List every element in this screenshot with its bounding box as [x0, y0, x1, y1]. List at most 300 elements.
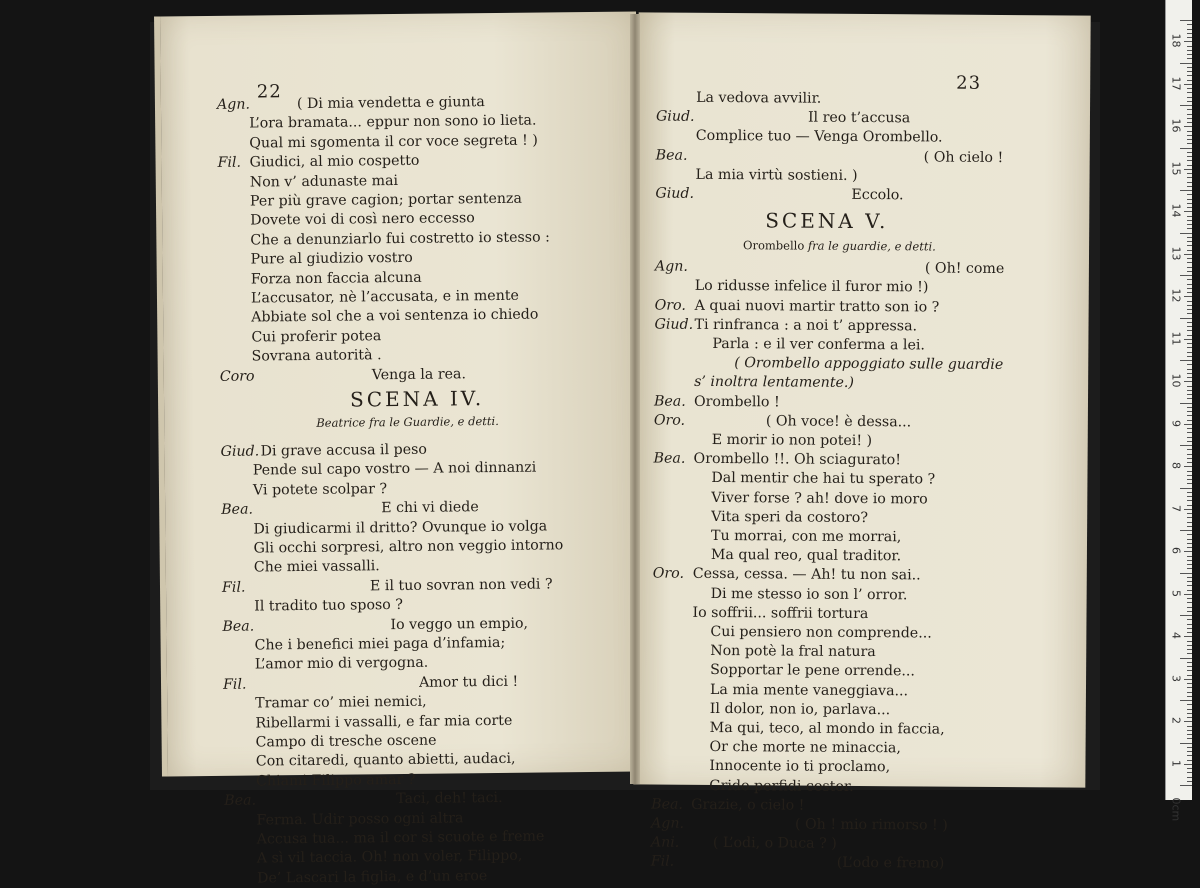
- speaker-label: Coro: [219, 368, 255, 385]
- ruler-tick: [1187, 67, 1192, 68]
- verse-line: Giudici, al mio cospetto: [249, 152, 420, 171]
- verse-line: Vita speri da costoro?: [711, 508, 869, 526]
- ruler-tick: [1180, 403, 1192, 404]
- ruler-tick: [1187, 309, 1192, 310]
- ruler-tick: [1184, 764, 1192, 765]
- verse-line: E morir io non potei! ): [711, 431, 873, 450]
- ruler-tick: [1187, 335, 1192, 336]
- stage-direction: Beatrice fra le Guardie, e detti.: [316, 413, 499, 430]
- ruler-tick: [1187, 428, 1192, 429]
- speaker-label: Giud.: [655, 185, 695, 202]
- ruler-tick: [1187, 279, 1192, 280]
- ruler-tick: [1187, 662, 1192, 663]
- ruler-number: 6: [1169, 547, 1183, 554]
- ruler-tick: [1184, 509, 1192, 510]
- ruler-tick: [1187, 730, 1192, 731]
- ruler-tick: [1187, 611, 1192, 612]
- verse-line: Ma qui, teco, al mondo in faccia,: [709, 719, 945, 738]
- ruler-tick: [1184, 169, 1192, 170]
- ruler-tick: [1187, 203, 1192, 204]
- ruler-tick: [1187, 500, 1192, 501]
- ruler-tick: [1187, 356, 1192, 357]
- ruler-tick: [1187, 534, 1192, 535]
- ruler-tick: [1187, 284, 1192, 285]
- ruler-number: 4: [1169, 632, 1183, 639]
- verse-line: Che miei vassalli.: [253, 558, 380, 576]
- ruler-number: 10: [1169, 373, 1183, 388]
- verse-line: Campo di tresche oscene: [255, 732, 437, 751]
- ruler-tick: [1187, 645, 1192, 646]
- ruler-tick: [1187, 696, 1192, 697]
- ruler-number: 11: [1169, 331, 1183, 345]
- verse-line: E chi vi diede: [381, 499, 479, 517]
- verse-line: Ferma. Udir posso ogni altra: [256, 809, 464, 829]
- ruler-tick: [1187, 641, 1192, 642]
- ruler-tick: [1187, 768, 1192, 769]
- ruler-tick: [1187, 717, 1192, 718]
- verse-line: Di giudicarmi il dritto? Ovunque io volga: [253, 518, 548, 538]
- ruler-tick: [1187, 777, 1192, 778]
- verse-line: Pure al giudizio vostro: [250, 250, 413, 268]
- verse-line: E il tuo sovran non vedi ?: [369, 576, 553, 595]
- ruler-tick: [1187, 143, 1192, 144]
- ruler-tick: [1187, 513, 1192, 514]
- verse-line: Non potè la fral natura: [710, 643, 876, 661]
- ruler-tick: [1187, 29, 1192, 30]
- speaker-label: Fil.: [222, 676, 247, 693]
- ruler-tick: [1187, 683, 1192, 684]
- ruler-number: 1: [1169, 759, 1183, 767]
- ruler-tick: [1187, 734, 1192, 735]
- ruler-tick: [1187, 364, 1192, 365]
- ruler-tick: [1187, 80, 1192, 81]
- ruler-tick: [1187, 539, 1192, 540]
- verse-line: Il tradito tuo sposo ?: [254, 597, 403, 615]
- verse-line: Chiami Filippo amar ?: [255, 771, 416, 790]
- ruler-tick: [1180, 445, 1192, 446]
- verse-line: Accusa tua... ma il cor si scuote e freme: [256, 828, 545, 848]
- ruler-tick: [1180, 658, 1192, 659]
- ruler-tick: [1180, 190, 1192, 191]
- ruler-tick: [1184, 551, 1192, 552]
- verse-line: La vedova avvilir.: [696, 89, 822, 107]
- verse-line: Ma qual reo, qual traditor.: [710, 547, 902, 565]
- ruler-tick: [1187, 288, 1192, 289]
- page-number-right: 23: [956, 72, 982, 94]
- ruler-tick: [1187, 505, 1192, 506]
- ruler-tick: [1187, 139, 1192, 140]
- verse-line: Dal mentir che hai tu sperato ?: [711, 470, 936, 488]
- ruler-tick: [1180, 105, 1192, 106]
- ruler-tick: [1187, 54, 1192, 55]
- speaker-label: Agn.: [650, 815, 685, 832]
- ruler-tick: [1187, 369, 1192, 370]
- verse-line: Di grave accusa il peso: [260, 441, 427, 460]
- ruler-tick: [1187, 747, 1192, 748]
- ruler-tick: [1187, 760, 1192, 761]
- speaker-label: Fil.: [217, 154, 242, 172]
- ruler-tick: [1187, 71, 1192, 72]
- verse-line: Che i benefici miei paga d’infamia;: [254, 634, 506, 654]
- ruler-number: 5: [1169, 589, 1183, 597]
- verse-line: ( Oh! come: [924, 260, 1005, 278]
- ruler-tick: [1187, 24, 1192, 25]
- verse-line: Eccolo.: [851, 186, 904, 204]
- ruler-tick: [1187, 420, 1192, 421]
- verse-line: Sovrana autorità .: [251, 347, 382, 365]
- speaker-label: Giud.: [220, 443, 260, 460]
- ruler-tick: [1187, 564, 1192, 565]
- ruler-number: 17: [1169, 76, 1183, 90]
- ruler-tick: [1180, 488, 1192, 489]
- ruler-tick: [1187, 109, 1192, 110]
- ruler-tick: [1180, 700, 1192, 701]
- speaker-label: Oro.: [653, 412, 686, 429]
- ruler-tick: [1187, 75, 1192, 76]
- stage-direction-name: Orombello: [743, 238, 805, 253]
- ruler-tick: [1187, 228, 1192, 229]
- ruler-tick: [1187, 687, 1192, 688]
- ruler-tick: [1187, 726, 1192, 727]
- ruler-tick: [1187, 33, 1192, 34]
- ruler-tick: [1184, 636, 1192, 637]
- ruler-tick: [1187, 165, 1192, 166]
- ruler-tick: [1187, 675, 1192, 676]
- verse-line: ( Oh ! mio rimorso ! ): [794, 816, 948, 834]
- ruler-tick: [1187, 547, 1192, 548]
- ruler-tick: [1187, 373, 1192, 374]
- ruler-tick: [1187, 182, 1192, 183]
- ruler-tick: [1187, 649, 1192, 650]
- verse-line: ( Oh voce! è dessa...: [765, 413, 912, 431]
- ruler-tick: [1184, 254, 1192, 255]
- left-page: [154, 11, 644, 887]
- ruler-tick: [1187, 122, 1192, 123]
- ruler-tick: [1187, 101, 1192, 102]
- ruler-tick: [1187, 619, 1192, 620]
- ruler-tick: [1180, 615, 1192, 616]
- verse-line: La mia virtù sostieni. ): [695, 166, 858, 184]
- ruler-tick: [1187, 704, 1192, 705]
- ruler-tick: [1187, 517, 1192, 518]
- stage-direction-text: fra le guardie, e detti.: [807, 238, 936, 254]
- ruler-tick: [1187, 602, 1192, 603]
- ruler-tick: [1187, 271, 1192, 272]
- speaker-label: Bea.: [651, 796, 684, 813]
- ruler-tick: [1180, 275, 1192, 276]
- ruler-tick: [1184, 424, 1192, 425]
- ruler-tick: [1187, 432, 1192, 433]
- ruler-tick: [1184, 84, 1192, 85]
- scene-heading: SCENA IV.: [349, 386, 485, 412]
- speaker-label: Oro.: [652, 565, 685, 583]
- verse-line: Per più grave cagion; portar sentenza: [249, 190, 522, 210]
- ruler-tick: [1180, 148, 1192, 149]
- ruler-tick: [1180, 360, 1192, 361]
- ruler-tick: [1187, 390, 1192, 391]
- verse-line: Io soffrii... soffrii tortura: [692, 604, 869, 622]
- ruler-tick: [1187, 46, 1192, 47]
- speaker-label: Giud.: [655, 108, 695, 126]
- verse-line: Ti rinfranca : a noi t’ appressa.: [694, 316, 918, 335]
- ruler-tick: [1187, 305, 1192, 306]
- ruler-tick: [1187, 199, 1192, 200]
- ruler-tick: [1187, 560, 1192, 561]
- verse-line: Abbiate sol che a voi sentenza io chiedo: [251, 306, 539, 326]
- verse-line: Innocente io ti proclamo,: [709, 758, 891, 776]
- ruler-tick: [1187, 607, 1192, 608]
- verse-line: (L’odo e fremo): [836, 855, 945, 872]
- ruler-tick: [1187, 322, 1192, 323]
- ruler-tick: [1187, 437, 1192, 438]
- ruler-tick: [1187, 92, 1192, 93]
- ruler-tick: [1180, 785, 1192, 786]
- verse-line: Il dolor, non io, parlava...: [709, 700, 891, 719]
- ruler-tick: [1187, 186, 1192, 187]
- verse-line: Orombello !: [693, 393, 780, 411]
- ruler-tick: [1187, 751, 1192, 752]
- verse-line: Ribellarmi i vassalli, e far mia corte: [255, 712, 513, 732]
- ruler-tick: [1187, 709, 1192, 710]
- ruler-tick: [1187, 301, 1192, 302]
- ruler-tick: [1187, 653, 1192, 654]
- verse-line: Non v’ adunaste mai: [249, 172, 399, 191]
- speaker-label: Giud.: [654, 316, 694, 333]
- ruler-tick: [1187, 313, 1192, 314]
- ruler-tick: [1187, 713, 1192, 714]
- ruler-tick: [1180, 573, 1192, 574]
- speaker-label: Bea.: [224, 792, 257, 810]
- ruler-tick: [1187, 156, 1192, 157]
- speaker-label: Agn.: [654, 258, 688, 275]
- ruler-tick: [1187, 237, 1192, 238]
- ruler-tick: [1187, 492, 1192, 493]
- verse-line: Pende sul capo vostro — A noi dinnanzi: [252, 459, 537, 479]
- ruler-tick: [1184, 721, 1192, 722]
- ruler-number: 15: [1169, 161, 1183, 175]
- ruler-tick: [1187, 97, 1192, 98]
- ruler-number: 0cm: [1169, 797, 1183, 822]
- scene-heading: SCENA V.: [765, 208, 889, 234]
- ruler-tick: [1187, 58, 1192, 59]
- ruler-tick: [1180, 20, 1192, 21]
- ruler-tick: [1187, 577, 1192, 578]
- ruler-tick: [1187, 292, 1192, 293]
- verse-line: Cui proferir potea: [251, 327, 382, 346]
- verse-line: L’accusator, nè l’accusata, e in mente: [250, 287, 519, 307]
- ruler-tick: [1187, 471, 1192, 472]
- stage-direction: [743, 238, 936, 253]
- ruler-tick: [1187, 670, 1192, 671]
- ruler-tick: [1187, 556, 1192, 557]
- ruler-number: 9: [1169, 419, 1183, 427]
- ruler-tick: [1187, 624, 1192, 625]
- ruler-tick: [1187, 692, 1192, 693]
- ruler-tick: [1184, 466, 1192, 467]
- ruler-tick: [1184, 296, 1192, 297]
- ruler-tick: [1184, 339, 1192, 340]
- verse-line: Tramar co’ miei nemici,: [255, 693, 427, 712]
- speaker-label: Ani.: [650, 834, 680, 851]
- verse-line: ( L’odi, o Duca ? ): [712, 835, 837, 853]
- ruler-tick: [1187, 483, 1192, 484]
- ruler-tick: [1187, 152, 1192, 153]
- verse-line: De’ Lascari la figlia, e d’un eroe: [256, 867, 488, 887]
- ruler-tick: [1187, 330, 1192, 331]
- verse-line: Venga la rea.: [371, 365, 467, 383]
- verse-line: Il reo t’accusa: [807, 109, 911, 127]
- verse-line: Che a denunziarlo fui costretto io stesso :: [250, 229, 550, 249]
- ruler-tick: [1187, 479, 1192, 480]
- verse-line: Dovete voi di così nero eccesso: [250, 210, 475, 229]
- verse-line: Orombello !!. Oh sciagurato!: [693, 451, 901, 469]
- verse-line: Gli occhi sorpresi, altro non veggio intorno: [253, 537, 564, 557]
- verse-line: L’amor mio di vergogna.: [254, 655, 429, 673]
- ruler-tick: [1187, 216, 1192, 217]
- ruler-tick: [1187, 135, 1192, 136]
- speaker-label: Bea.: [653, 450, 686, 467]
- ruler-tick: [1187, 462, 1192, 463]
- ruler-tick: [1187, 632, 1192, 633]
- ruler-tick: [1187, 194, 1192, 195]
- ruler-tick: [1187, 458, 1192, 459]
- ruler-tick: [1187, 522, 1192, 523]
- speaker-label: Oro.: [654, 297, 686, 314]
- ruler-tick: [1187, 781, 1192, 782]
- verse-line: Forza non faccia alcuna: [250, 269, 422, 288]
- ruler-tick: [1187, 118, 1192, 119]
- verse-line: Di me stesso io son l’ orror.: [710, 585, 908, 603]
- ruler-tick: [1187, 581, 1192, 582]
- ruler-tick: [1187, 50, 1192, 51]
- ruler-tick: [1187, 407, 1192, 408]
- verse-line: Amor tu dici !: [418, 673, 519, 691]
- ruler-tick: [1187, 441, 1192, 442]
- ruler-tick: [1184, 381, 1192, 382]
- ruler-tick: [1187, 224, 1192, 225]
- right-page: [633, 12, 1090, 872]
- ruler-number: 2: [1169, 717, 1183, 724]
- ruler-tick: [1184, 211, 1192, 212]
- speaker-label: Bea.: [221, 501, 254, 519]
- ruler-tick: [1187, 398, 1192, 399]
- ruler-tick: [1180, 743, 1192, 744]
- ruler-tick: [1187, 267, 1192, 268]
- ruler-tick: [1187, 241, 1192, 242]
- ruler-number: 16: [1169, 118, 1183, 133]
- ruler-tick: [1187, 326, 1192, 327]
- ruler-number: 3: [1169, 674, 1183, 682]
- speaker-label: Bea.: [655, 147, 688, 164]
- ruler-tick: [1187, 131, 1192, 132]
- ruler-tick: [1187, 343, 1192, 344]
- ruler-tick: [1187, 628, 1192, 629]
- ruler-tick: [1187, 220, 1192, 221]
- verse-line: Vi potete scolpar ?: [252, 480, 388, 499]
- ruler-tick: [1180, 63, 1192, 64]
- speaker-label: Fil.: [221, 579, 246, 596]
- ruler-tick: [1187, 394, 1192, 395]
- ruler-tick: [1184, 679, 1192, 680]
- verse-line: ( Di mia vendetta e giunta: [296, 94, 485, 113]
- verse-line: Tu morrai, con me morrai,: [710, 527, 902, 546]
- speaker-label: Bea.: [653, 393, 686, 410]
- ruler-tick: [1187, 568, 1192, 569]
- verse-line: Io veggo un empio,: [390, 615, 529, 633]
- ruler-tick: [1187, 449, 1192, 450]
- ruler-tick: [1180, 318, 1192, 319]
- ruler-tick: [1187, 526, 1192, 527]
- verse-line: Lo ridusse infelice il furor mio !): [694, 278, 929, 296]
- ruler-tick: [1187, 543, 1192, 544]
- ruler-tick: [1187, 496, 1192, 497]
- speaker-label: Fil.: [650, 853, 675, 871]
- ruler-tick: [1187, 755, 1192, 756]
- verse-line: Cessa, cessa. — Ah! tu non sai..: [692, 566, 921, 584]
- ruler-tick: [1180, 530, 1192, 531]
- verse-line: A quai nuovi martir tratto son io ?: [694, 297, 940, 316]
- measurement-ruler: [1165, 0, 1192, 822]
- ruler-number: 7: [1169, 504, 1183, 512]
- verse-line: L’ora bramata... eppur non sono io lieta.: [249, 112, 537, 132]
- ruler-number: 12: [1169, 288, 1183, 303]
- verse-line: Grazie, o cielo !: [691, 796, 805, 814]
- ruler-tick: [1187, 738, 1192, 739]
- stage-note: ( Orombello appoggiato sulle guardie: [734, 355, 1004, 374]
- ruler-tick: [1187, 585, 1192, 586]
- ruler-tick: [1187, 250, 1192, 251]
- ruler-tick: [1187, 386, 1192, 387]
- verse-line: Viver forse ? ah! dove io moro: [711, 489, 928, 508]
- verse-line: Or che morte ne minaccia,: [709, 739, 901, 757]
- ruler-number: 18: [1169, 33, 1183, 48]
- ruler-tick: [1187, 207, 1192, 208]
- ruler-tick: [1187, 590, 1192, 591]
- verse-line: ( Oh cielo !: [923, 149, 1004, 166]
- ruler-tick: [1187, 772, 1192, 773]
- verse-line: Complice tuo — Venga Orombello.: [695, 128, 943, 146]
- ruler-tick: [1187, 666, 1192, 667]
- ruler-tick: [1187, 411, 1192, 412]
- ruler-tick: [1184, 594, 1192, 595]
- ruler-tick: [1187, 88, 1192, 89]
- ruler-tick: [1187, 454, 1192, 455]
- ruler-tick: [1187, 598, 1192, 599]
- ruler-tick: [1180, 233, 1192, 234]
- ruler-tick: [1187, 475, 1192, 476]
- speaker-label: Bea.: [222, 618, 255, 635]
- verse-line: Taci, deh! taci.: [396, 790, 503, 808]
- ruler-tick: [1187, 377, 1192, 378]
- ruler-tick: [1187, 245, 1192, 246]
- page-number-left: 22: [256, 81, 282, 103]
- stage-note: s’ inoltra lentamente.): [694, 374, 855, 392]
- ruler-tick: [1187, 177, 1192, 178]
- verse-line: Parla : e il ver conferma a lei.: [712, 335, 926, 354]
- ruler-number: 8: [1169, 462, 1183, 469]
- ruler-tick: [1187, 160, 1192, 161]
- ruler-tick: [1187, 37, 1192, 38]
- verse-line: Cui pensiero non comprende...: [710, 623, 932, 642]
- speaker-label: Agn.: [216, 96, 251, 113]
- ruler-tick: [1187, 352, 1192, 353]
- verse-line: Grido perfidi costor.: [709, 777, 854, 795]
- verse-line: A sì vil taccia. Oh! non voler, Filippo,: [256, 848, 523, 867]
- verse-line: Qual mi sgomenta il cor voce segreta ! ): [249, 132, 538, 152]
- ruler-tick: [1187, 258, 1192, 259]
- ruler-tick: [1187, 415, 1192, 416]
- ruler-tick: [1187, 114, 1192, 115]
